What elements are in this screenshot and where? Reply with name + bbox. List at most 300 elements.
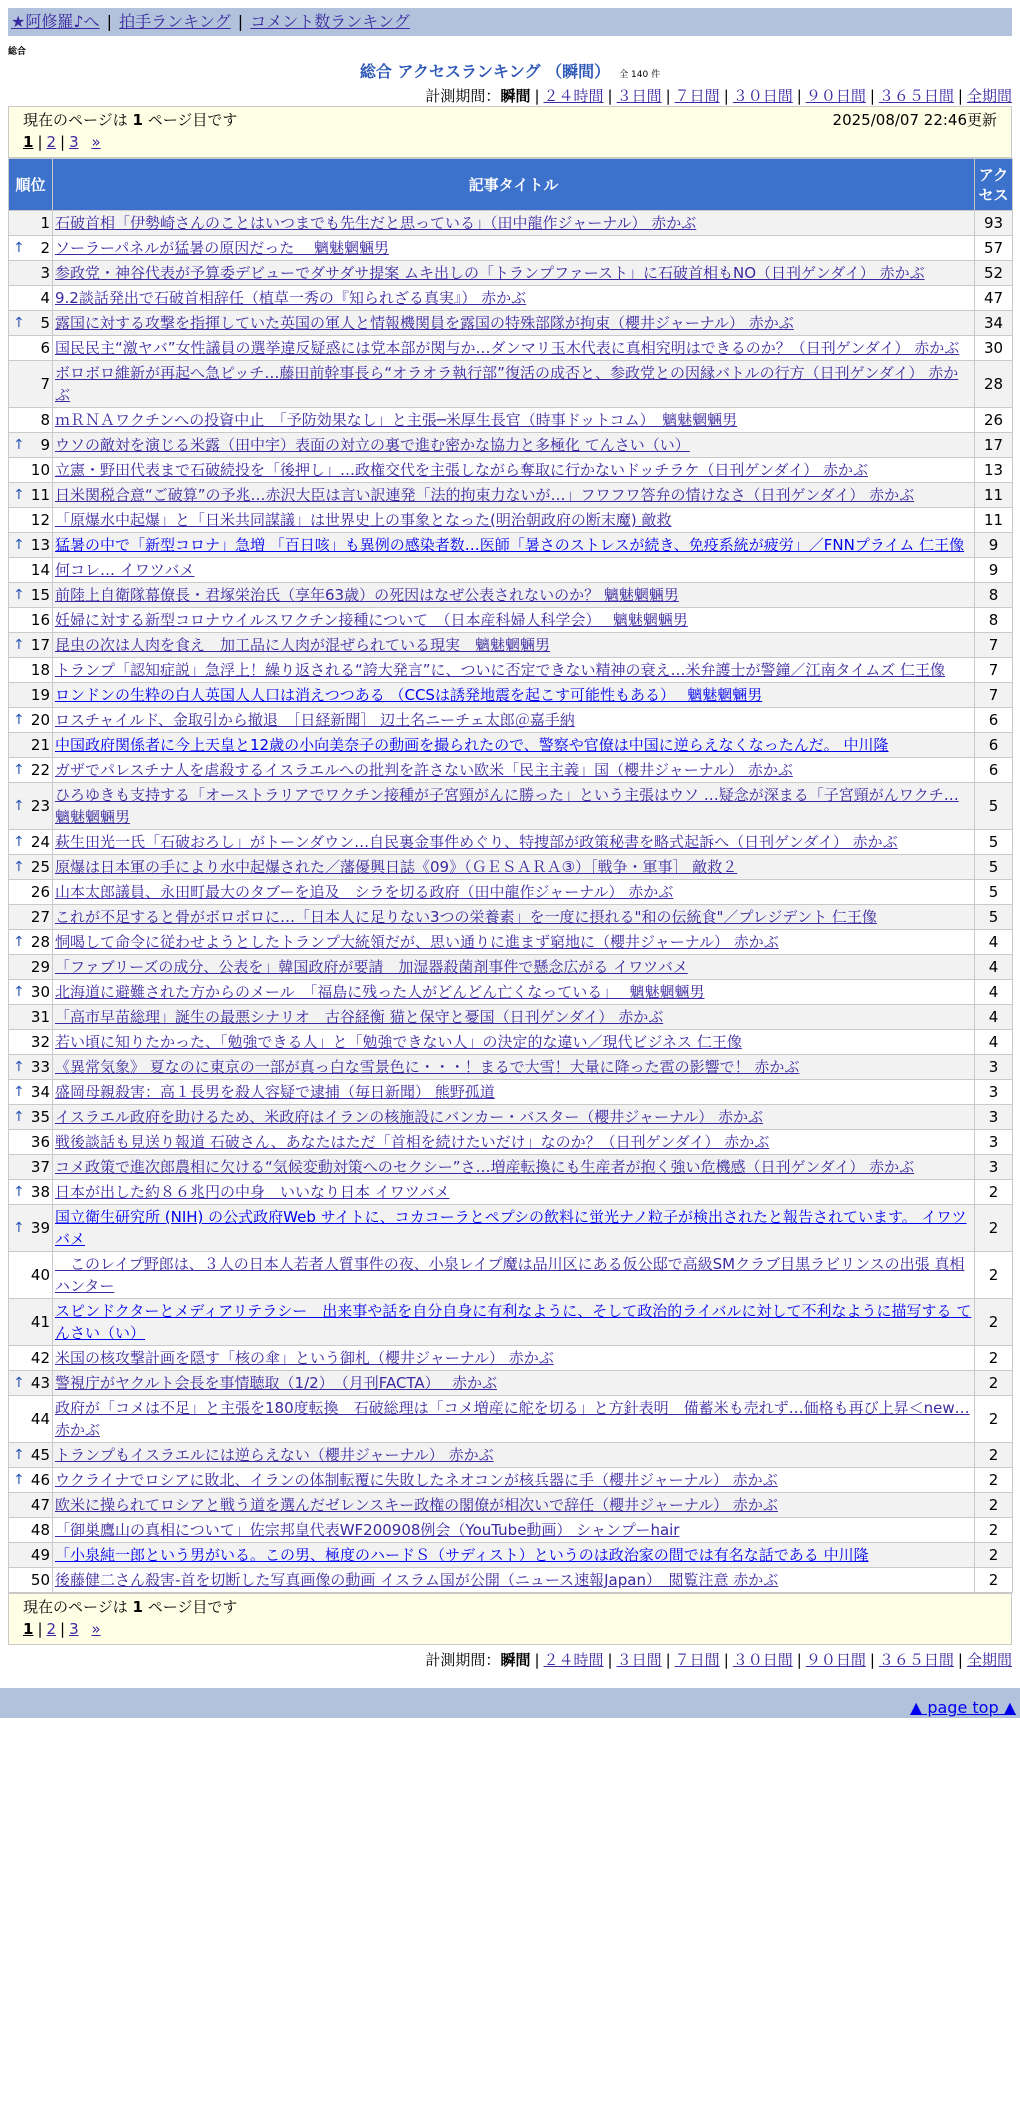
article-link[interactable]: ガザでパレスチナ人を虐殺するイスラエルへの批判を許さない欧米「民主主義」国（櫻井ジャーナル） 赤かぶ xyxy=(55,761,793,779)
article-link[interactable]: 警視庁がヤクルト会長を事情聴取（1/2） （月刊FACTA） 赤かぶ xyxy=(55,1374,497,1392)
next-page-link[interactable]: » xyxy=(91,1620,101,1638)
access-count: 3 xyxy=(975,1080,1013,1105)
article-link[interactable]: 欧米に操られてロシアと戦う道を選んだゼレンスキー政権の閣僚が相次いで辞任（櫻井ジャーナル） 赤かぶ xyxy=(55,1496,778,1514)
table-row xyxy=(9,1468,1013,1493)
rank-cell xyxy=(9,558,53,583)
rank-cell xyxy=(9,1543,53,1568)
article-link[interactable]: トランプ「認知症説」急浮上！繰り返される“誇大発言”に、ついに否定できない精神の衰え…米弁護士が警鐘／江南タイムズ 仁王像 xyxy=(55,661,946,679)
article-link[interactable]: ロンドンの生粋の白人英国人人口は消えつつある （CCSは誘発地震を起こす可能性もある） 魑魅魍魎男 xyxy=(55,686,763,704)
access-count: 7 xyxy=(975,633,1013,658)
access-count: 3 xyxy=(975,1055,1013,1080)
table-row xyxy=(9,1030,1013,1055)
period-link-1[interactable]: ３日間 xyxy=(616,87,662,105)
rank-cell xyxy=(9,1155,53,1180)
rank-cell xyxy=(9,261,53,286)
access-count: 26 xyxy=(975,408,1013,433)
rank-cell xyxy=(9,1005,53,1030)
title-cell xyxy=(53,830,975,855)
access-count: 11 xyxy=(975,483,1013,508)
article-link[interactable]: 原爆は日本軍の手により水中起爆された／藩優興日誌《09》（ＧＥＳＡＲＡ③）［戦争・軍事］ 敵救２ xyxy=(55,858,738,876)
comment-ranking-link[interactable]: コメント数ランキング xyxy=(250,12,410,31)
title-cell xyxy=(53,336,975,361)
rank-number: 18 xyxy=(30,661,50,679)
article-link[interactable]: 前陸上自衛隊幕僚長・君塚栄治氏（享年63歳）の死因はなぜ公表されないのか？ 魑魅魍魎男 xyxy=(55,586,679,604)
up-arrow-icon: ↑ xyxy=(13,537,25,553)
access-count: 7 xyxy=(975,658,1013,683)
page-links xyxy=(23,131,997,155)
period-separator: | xyxy=(534,1651,540,1669)
article-link[interactable]: 「高市早苗総理」誕生の最悪シナリオ 古谷経衡 猫と保守と憂国（日刊ゲンダイ） 赤かぶ xyxy=(55,1008,664,1026)
access-count: 8 xyxy=(975,583,1013,608)
rank-number: 38 xyxy=(30,1183,50,1201)
title-cell xyxy=(53,1346,975,1371)
period-separator: | xyxy=(665,1651,671,1669)
period-selector xyxy=(8,85,1012,106)
table-row xyxy=(9,1299,1013,1346)
page-link-3[interactable]: 3 xyxy=(69,133,79,151)
period-separator: | xyxy=(957,1651,963,1669)
rank-number: 16 xyxy=(30,611,50,629)
rank-cell xyxy=(9,1299,53,1346)
rank-number: 46 xyxy=(30,1471,50,1489)
article-link[interactable]: コメ政策で進次郎農相に欠ける“気候変動対策へのセクシー”さ…増産転換にも生産者が抱く強い危機感（日刊ゲンダイ） 赤かぶ xyxy=(55,1158,915,1176)
next-page-link[interactable]: » xyxy=(91,133,101,151)
rank-number: 42 xyxy=(30,1349,50,1367)
access-count: 6 xyxy=(975,758,1013,783)
table-row xyxy=(9,261,1013,286)
article-link[interactable]: 国民民主“激ヤバ”女性議員の選挙違反疑惑には党本部が関与か…ダンマリ玉木代表に真相究明はできるのか？（日刊ゲンダイ） 赤かぶ xyxy=(55,339,960,357)
rank-number: 35 xyxy=(30,1108,50,1126)
article-link[interactable]: 若い頃に知りたかった、「勉強できる人」と「勉強できない人」の決定的な違い／現代ビジネス 仁王像 xyxy=(55,1033,742,1051)
period-separator: | xyxy=(723,87,729,105)
article-link[interactable]: 中国政府関係者に今上天皇と12歳の小向美奈子の動画を撮られたので、警察や官僚は中国に逆らえなくなったんだ。 中川隆 xyxy=(55,736,889,754)
rank-cell xyxy=(9,1055,53,1080)
title-cell xyxy=(53,855,975,880)
page-separator: | xyxy=(37,1620,43,1638)
article-link[interactable]: 「小泉純一郎という男がいる。この男、極度のハードＳ（サディスト）というのは政治家の間では有名な話である 中川隆 xyxy=(55,1546,869,1564)
period-selector-bottom xyxy=(8,1649,1012,1670)
title-cell xyxy=(53,1518,975,1543)
rank-cell xyxy=(9,683,53,708)
access-count: 2 xyxy=(975,1443,1013,1468)
table-row xyxy=(9,1543,1013,1568)
access-count: 5 xyxy=(975,855,1013,880)
rank-number: 1 xyxy=(40,214,50,232)
rank-cell xyxy=(9,433,53,458)
table-row xyxy=(9,1568,1013,1593)
rank-number: 50 xyxy=(30,1571,50,1589)
article-link[interactable]: ウクライナでロシアに敗北、イランの体制転覆に失敗したネオコンが核兵器に手（櫻井ジャーナル） 赤かぶ xyxy=(55,1471,778,1489)
title-cell xyxy=(53,1252,975,1299)
up-arrow-icon: ↑ xyxy=(13,1220,25,1236)
article-link[interactable]: ボロボロ維新が再起へ急ピッチ…藤田前幹事長ら“オラオラ執行部”復活の成否と、参政党との因縁バトルの行方（日刊ゲンダイ） 赤かぶ xyxy=(55,364,959,404)
title-cell xyxy=(53,1005,975,1030)
rank-cell xyxy=(9,1105,53,1130)
table-row xyxy=(9,311,1013,336)
table-row xyxy=(9,608,1013,633)
rank-cell xyxy=(9,1030,53,1055)
rank-number: 21 xyxy=(30,736,50,754)
rank-cell xyxy=(9,880,53,905)
up-arrow-icon: ↑ xyxy=(13,984,25,1000)
article-link[interactable]: 「原爆水中起爆」と「日米共同謀議」は世界史上の事象となった(明治朝政府の断末魔) 敵救 xyxy=(55,511,672,529)
up-arrow-icon: ↑ xyxy=(13,762,25,778)
rank-cell xyxy=(9,1205,53,1252)
access-count: 34 xyxy=(975,311,1013,336)
table-row xyxy=(9,583,1013,608)
article-link[interactable]: これが不足すると骨がボロボロに…「日本人に足りない3つの栄養素」を一度に摂れる"和の伝統食"／プレジデント 仁王像 xyxy=(55,908,877,926)
article-link[interactable]: トランプもイスラエルには逆らえない（櫻井ジャーナル） 赤かぶ xyxy=(55,1446,494,1464)
rank-cell xyxy=(9,955,53,980)
period-link-6[interactable]: 全期間 xyxy=(966,1651,1012,1669)
table-row xyxy=(9,1055,1013,1080)
period-link-1[interactable]: ３日間 xyxy=(616,1651,662,1669)
rank-cell xyxy=(9,758,53,783)
access-count: 5 xyxy=(975,783,1013,830)
rank-number: 34 xyxy=(30,1083,50,1101)
rank-number: 39 xyxy=(30,1219,50,1237)
up-arrow-icon: ↑ xyxy=(13,1472,25,1488)
article-link[interactable]: 日本が出した約８６兆円の中身 いいなり日本 イワツバメ xyxy=(55,1183,450,1201)
rank-number: 48 xyxy=(30,1521,50,1539)
rank-number: 41 xyxy=(30,1313,50,1331)
period-link-2[interactable]: ７日間 xyxy=(674,1651,720,1669)
article-link[interactable]: イスラエル政府を助けるため、米政府はイランの核施設にバンカー・バスター（櫻井ジャーナル） 赤かぶ xyxy=(55,1108,763,1126)
up-arrow-icon: ↑ xyxy=(13,1447,25,1463)
title-cell xyxy=(53,930,975,955)
title-cell xyxy=(53,558,975,583)
ranking-table xyxy=(8,158,1013,1593)
access-count: 5 xyxy=(975,830,1013,855)
page-link-2[interactable]: 2 xyxy=(46,133,57,151)
access-count: 3 xyxy=(975,1105,1013,1130)
rank-number: 49 xyxy=(30,1546,50,1564)
article-link[interactable]: ウソの敵対を演じる米露（田中宇）表面の対立の裏で進む密かな協力と多極化 てんさい（い） xyxy=(55,436,690,454)
rank-cell xyxy=(9,1568,53,1593)
period-separator: | xyxy=(607,1651,613,1669)
table-row xyxy=(9,855,1013,880)
period-separator: | xyxy=(869,1651,875,1669)
period-separator: | xyxy=(957,87,963,105)
title-cell xyxy=(53,508,975,533)
up-arrow-icon: ↑ xyxy=(13,1059,25,1075)
title-cell xyxy=(53,1030,975,1055)
period-link-5[interactable]: ３６５日間 xyxy=(878,87,954,105)
title-cell xyxy=(53,1080,975,1105)
rank-number: 15 xyxy=(30,586,50,604)
article-link[interactable]: 露国に対する攻撃を指揮していた英国の軍人と情報機関員を露国の特殊部隊が拘束（櫻井ジャーナル） 赤かぶ xyxy=(55,314,794,332)
article-link[interactable]: 9.2談話発出で石破首相辞任（植草一秀の『知られざる真実』） 赤かぶ xyxy=(55,289,527,307)
table-row xyxy=(9,558,1013,583)
article-link[interactable]: 昆虫の次は人肉を食え 加工品に人肉が混ぜられている現実 魑魅魍魎男 xyxy=(55,636,551,654)
rank-number: 45 xyxy=(30,1446,50,1464)
article-link[interactable]: 妊婦に対する新型コロナウイルスワクチン接種について （日本産科婦人科学会） 魑魅魍魎男 xyxy=(55,611,688,629)
table-row xyxy=(9,533,1013,558)
rank-cell xyxy=(9,1080,53,1105)
period-link-3[interactable]: ３０日間 xyxy=(732,87,793,105)
title-cell xyxy=(53,236,975,261)
article-link[interactable]: 猛暑の中で「新型コロナ」急増 「百日咳」も異例の感染者数…医師「暑さのストレスが続き、免疫系統が疲労」／FNNプライム 仁王像 xyxy=(55,536,965,554)
article-link[interactable]: 何コレ… イワツバメ xyxy=(55,561,195,579)
rank-number: 32 xyxy=(30,1033,50,1051)
page-current: 1 xyxy=(23,133,34,151)
access-count: 2 xyxy=(975,1299,1013,1346)
up-arrow-icon: ↑ xyxy=(13,1184,25,1200)
total-count: 全 140 件 xyxy=(619,70,661,80)
article-link[interactable]: 盛岡母親殺害：高１長男を殺人容疑で逮捕（毎日新聞） 熊野孤道 xyxy=(55,1083,495,1101)
access-count: 6 xyxy=(975,708,1013,733)
rank-number: 25 xyxy=(30,858,50,876)
access-count: 2 xyxy=(975,1493,1013,1518)
period-link-6[interactable]: 全期間 xyxy=(966,87,1012,105)
access-count: 4 xyxy=(975,930,1013,955)
period-link-0[interactable]: ２４時間 xyxy=(543,1651,604,1669)
article-link[interactable]: 参政党・神谷代表が予算委デビューでダサダサ提案 ムキ出しの「トランプファースト」に石破首相もNO（日刊ゲンダイ） 赤かぶ xyxy=(55,264,925,282)
applause-ranking-link[interactable]: 拍手ランキング xyxy=(119,12,231,31)
article-link[interactable]: 石破首相「伊勢崎さんのことはいつまでも先生だと思っている」（田中龍作ジャーナル） 赤かぶ xyxy=(55,214,697,232)
period-current: 瞬間 xyxy=(500,1651,531,1669)
page-title-line xyxy=(8,59,1012,82)
rank-cell xyxy=(9,508,53,533)
title-cell xyxy=(53,458,975,483)
title-header: 記事タイトル xyxy=(53,159,975,211)
period-link-0[interactable]: ２４時間 xyxy=(543,87,604,105)
up-arrow-icon: ↑ xyxy=(13,315,25,331)
title-cell xyxy=(53,211,975,236)
up-arrow-icon: ↑ xyxy=(13,1375,25,1391)
article-link[interactable]: 「ファブリーズの成分、公表を」韓国政府が要請 加湿器殺菌剤事件で懸念広がる イワツバメ xyxy=(55,958,688,976)
table-row xyxy=(9,236,1013,261)
rank-number: 10 xyxy=(30,461,50,479)
access-count: 17 xyxy=(975,433,1013,458)
rank-number: 24 xyxy=(30,833,50,851)
article-link[interactable]: 後藤健二さん殺害-首を切断した写真画像の動画 イスラム国が公開（ニュース速報Japan） 閲覧注意 赤かぶ xyxy=(55,1571,779,1589)
table-row xyxy=(9,1371,1013,1396)
rank-cell xyxy=(9,336,53,361)
page-link-3[interactable]: 3 xyxy=(69,1620,79,1638)
rank-number: 8 xyxy=(40,411,50,429)
table-row xyxy=(9,1252,1013,1299)
current-page-text: 現在のページは 1 ページ目です xyxy=(23,1598,238,1616)
article-link[interactable]: スピンドクターとメディアリテラシー 出来事や話を自分自身に有利なように、そして政治的ライバルに対して不利なように描写する てんさい（い） xyxy=(55,1302,972,1342)
page-separator: | xyxy=(60,1620,66,1638)
access-count: 2 xyxy=(975,1518,1013,1543)
title-cell xyxy=(53,311,975,336)
rank-cell xyxy=(9,1468,53,1493)
rank-cell xyxy=(9,408,53,433)
article-link[interactable]: 《異常気象》 夏なのに東京の一部が真っ白な雪景色に・・・！まるで大雪！大量に降った雹の影響で！ 赤かぶ xyxy=(55,1058,800,1076)
access-count: 2 xyxy=(975,1346,1013,1371)
article-link[interactable]: 国立衛生研究所 (NIH) の公式政府Web サイトに、コカコーラとペプシの飲料に蛍光ナノ粒子が検出されたと報告されています。 イワツバメ xyxy=(55,1208,967,1248)
rank-cell xyxy=(9,855,53,880)
rank-cell xyxy=(9,708,53,733)
page-separator xyxy=(83,133,88,151)
nav-separator: | xyxy=(106,12,113,31)
page-top-link[interactable]: ▲ page top ▲ xyxy=(909,1698,1016,1717)
rank-number: 30 xyxy=(30,983,50,1001)
article-link[interactable]: このレイプ野郎は、３人の日本人若者人質事件の夜、小泉レイプ魔は品川区にある仮公邸で高級SMクラブ目黒ラビリンスの出張 真相ハンター xyxy=(55,1255,965,1295)
up-arrow-icon: ↑ xyxy=(13,587,25,603)
article-link[interactable]: 北海道に避難された方からのメール 「福島に残った人がどんどん亡くなっている」 魑魅魍魎男 xyxy=(55,983,705,1001)
period-separator: | xyxy=(723,1651,729,1669)
title-cell xyxy=(53,1155,975,1180)
article-link[interactable]: 萩生田光一氏「石破おろし」がトーンダウン…自民裏金事件めぐり、特捜部が政策秘書を略式起訴へ（日刊ゲンダイ） 赤かぶ xyxy=(55,833,898,851)
up-arrow-icon: ↑ xyxy=(13,1109,25,1125)
title-cell xyxy=(53,980,975,1005)
nav-separator: | xyxy=(237,12,244,31)
table-row xyxy=(9,1130,1013,1155)
rank-cell xyxy=(9,286,53,311)
period-link-2[interactable]: ７日間 xyxy=(674,87,720,105)
rank-number: 27 xyxy=(30,908,50,926)
access-count: 2 xyxy=(975,1205,1013,1252)
up-arrow-icon: ↑ xyxy=(13,1084,25,1100)
rank-number: 20 xyxy=(30,711,50,729)
article-link[interactable]: 米国の核攻撃計画を隠す「核の傘」という御札（櫻井ジャーナル） 赤かぶ xyxy=(55,1349,554,1367)
title-cell xyxy=(53,733,975,758)
access-count: 7 xyxy=(975,683,1013,708)
rank-cell xyxy=(9,733,53,758)
access-count: 2 xyxy=(975,1568,1013,1593)
table-row xyxy=(9,683,1013,708)
rank-number: 13 xyxy=(30,536,50,554)
rank-number: 17 xyxy=(30,636,50,654)
table-row xyxy=(9,1205,1013,1252)
table-row xyxy=(9,408,1013,433)
period-separator: | xyxy=(796,1651,802,1669)
rank-number: 43 xyxy=(30,1374,50,1392)
title-cell xyxy=(53,1543,975,1568)
period-link-4[interactable]: ９０日間 xyxy=(805,1651,866,1669)
article-link[interactable]: 日米関税合意“ご破算”の予兆…赤沢大臣は言い訳連発「法的拘束力ないが…」フワフワ答弁の情けなさ（日刊ゲンダイ） 赤かぶ xyxy=(55,486,915,504)
page-separator: | xyxy=(37,133,43,151)
access-count: 30 xyxy=(975,336,1013,361)
rank-number: 33 xyxy=(30,1058,50,1076)
table-row xyxy=(9,1005,1013,1030)
table-row xyxy=(9,733,1013,758)
rank-cell xyxy=(9,905,53,930)
title-cell xyxy=(53,955,975,980)
rank-cell xyxy=(9,483,53,508)
rank-number: 23 xyxy=(30,797,50,815)
period-separator: | xyxy=(534,87,540,105)
access-header: アクセス xyxy=(975,159,1013,211)
table-row xyxy=(9,1080,1013,1105)
table-row xyxy=(9,758,1013,783)
article-link[interactable]: 「御巣鷹山の真相について」佐宗邦皇代表WF200908例会（YouTube動画） シャンプーhair xyxy=(55,1521,680,1539)
access-count: 4 xyxy=(975,1030,1013,1055)
article-link[interactable]: ひろゆきも支持する「オーストラリアでワクチン接種が子宮頸がんに勝った」という主張はウソ …疑念が深まる「子宮頸がんワクチ… 魑魅魍魎男 xyxy=(55,786,959,826)
title-cell xyxy=(53,1205,975,1252)
access-count: 5 xyxy=(975,905,1013,930)
rank-cell xyxy=(9,783,53,830)
table-row xyxy=(9,483,1013,508)
rank-cell xyxy=(9,930,53,955)
access-count: 93 xyxy=(975,211,1013,236)
page-link-2[interactable]: 2 xyxy=(46,1620,57,1638)
title-cell xyxy=(53,583,975,608)
rank-cell xyxy=(9,1493,53,1518)
title-cell xyxy=(53,608,975,633)
rank-cell xyxy=(9,980,53,1005)
rank-cell xyxy=(9,1518,53,1543)
access-count: 2 xyxy=(975,1371,1013,1396)
rank-number: 4 xyxy=(40,289,50,307)
title-cell xyxy=(53,708,975,733)
rank-cell xyxy=(9,311,53,336)
page-separator xyxy=(83,1620,88,1638)
period-link-4[interactable]: ９０日間 xyxy=(805,87,866,105)
article-link[interactable]: ｍＲＮＡワクチンへの投資中止 「予防効果なし」と主張─米厚生長官（時事ドットコム） 魑魅魍魎男 xyxy=(55,411,738,429)
title-cell xyxy=(53,783,975,830)
table-row xyxy=(9,1396,1013,1443)
title-cell xyxy=(53,905,975,930)
article-link[interactable]: 政府が「コメは不足」と主張を180度転換 石破総理は「コメ増産に舵を切る」と方針表明 備蓄米も売れず…価格も再び上昇＜new… 赤かぶ xyxy=(55,1399,970,1439)
access-count: 9 xyxy=(975,558,1013,583)
title-cell xyxy=(53,1443,975,1468)
table-row xyxy=(9,930,1013,955)
category-tag: 総合 xyxy=(8,47,27,57)
table-row xyxy=(9,1443,1013,1468)
period-label: 計測期間： xyxy=(425,1651,501,1669)
article-link[interactable]: ロスチャイルド、金取引から撤退 ［日経新聞］ 辺土名ニーチェ太郎＠嘉手納 xyxy=(55,711,575,729)
access-count: 28 xyxy=(975,361,1013,408)
rank-header: 順位 xyxy=(9,159,53,211)
title-cell xyxy=(53,658,975,683)
title-cell xyxy=(53,1468,975,1493)
access-count: 2 xyxy=(975,1543,1013,1568)
period-link-3[interactable]: ３０日間 xyxy=(732,1651,793,1669)
table-row xyxy=(9,783,1013,830)
title-cell xyxy=(53,433,975,458)
access-count: 2 xyxy=(975,1468,1013,1493)
access-count: 47 xyxy=(975,286,1013,311)
period-link-5[interactable]: ３６５日間 xyxy=(878,1651,954,1669)
access-count: 2 xyxy=(975,1396,1013,1443)
article-link[interactable]: 戦後談話も見送り報道 石破さん、あなたはただ「首相を続けたいだけ」なのか？（日刊ゲンダイ） 赤かぶ xyxy=(55,1133,770,1151)
access-count: 3 xyxy=(975,1155,1013,1180)
top-nav xyxy=(8,8,1012,36)
rank-cell xyxy=(9,658,53,683)
article-link[interactable]: ソーラーパネルが猛暑の原因だった 魑魅魍魎男 xyxy=(55,239,390,257)
up-arrow-icon: ↑ xyxy=(13,834,25,850)
title-cell xyxy=(53,683,975,708)
article-link[interactable]: 立憲・野田代表まで石破続投を「後押し」…政権交代を主張しながら奪取に行かないドッチラケ（日刊ゲンダイ） 赤かぶ xyxy=(55,461,868,479)
up-arrow-icon: ↑ xyxy=(13,637,25,653)
table-row xyxy=(9,1180,1013,1205)
title-cell xyxy=(53,1055,975,1080)
rank-cell xyxy=(9,1252,53,1299)
rank-cell xyxy=(9,1346,53,1371)
period-separator: | xyxy=(796,87,802,105)
access-count: 2 xyxy=(975,1252,1013,1299)
access-count: 6 xyxy=(975,733,1013,758)
rank-cell xyxy=(9,633,53,658)
rank-number: 44 xyxy=(30,1410,50,1428)
rank-number: 11 xyxy=(30,486,50,504)
title-cell xyxy=(53,1493,975,1518)
title-cell xyxy=(53,286,975,311)
article-link[interactable]: 恫喝して命令に従わせようとしたトランプ大統領だが、思い通りに進まず窮地に（櫻井ジャーナル） 赤かぶ xyxy=(55,933,779,951)
home-link[interactable]: ★阿修羅♪へ xyxy=(11,12,100,31)
rank-number: 3 xyxy=(40,264,50,282)
title-cell xyxy=(53,1568,975,1593)
rank-cell xyxy=(9,1443,53,1468)
access-count: 52 xyxy=(975,261,1013,286)
rank-number: 47 xyxy=(30,1496,50,1514)
article-link[interactable]: 山本太郎議員、永田町最大のタブーを追及 シラを切る政府（田中龍作ジャーナル） 赤かぶ xyxy=(55,883,674,901)
rank-cell xyxy=(9,236,53,261)
